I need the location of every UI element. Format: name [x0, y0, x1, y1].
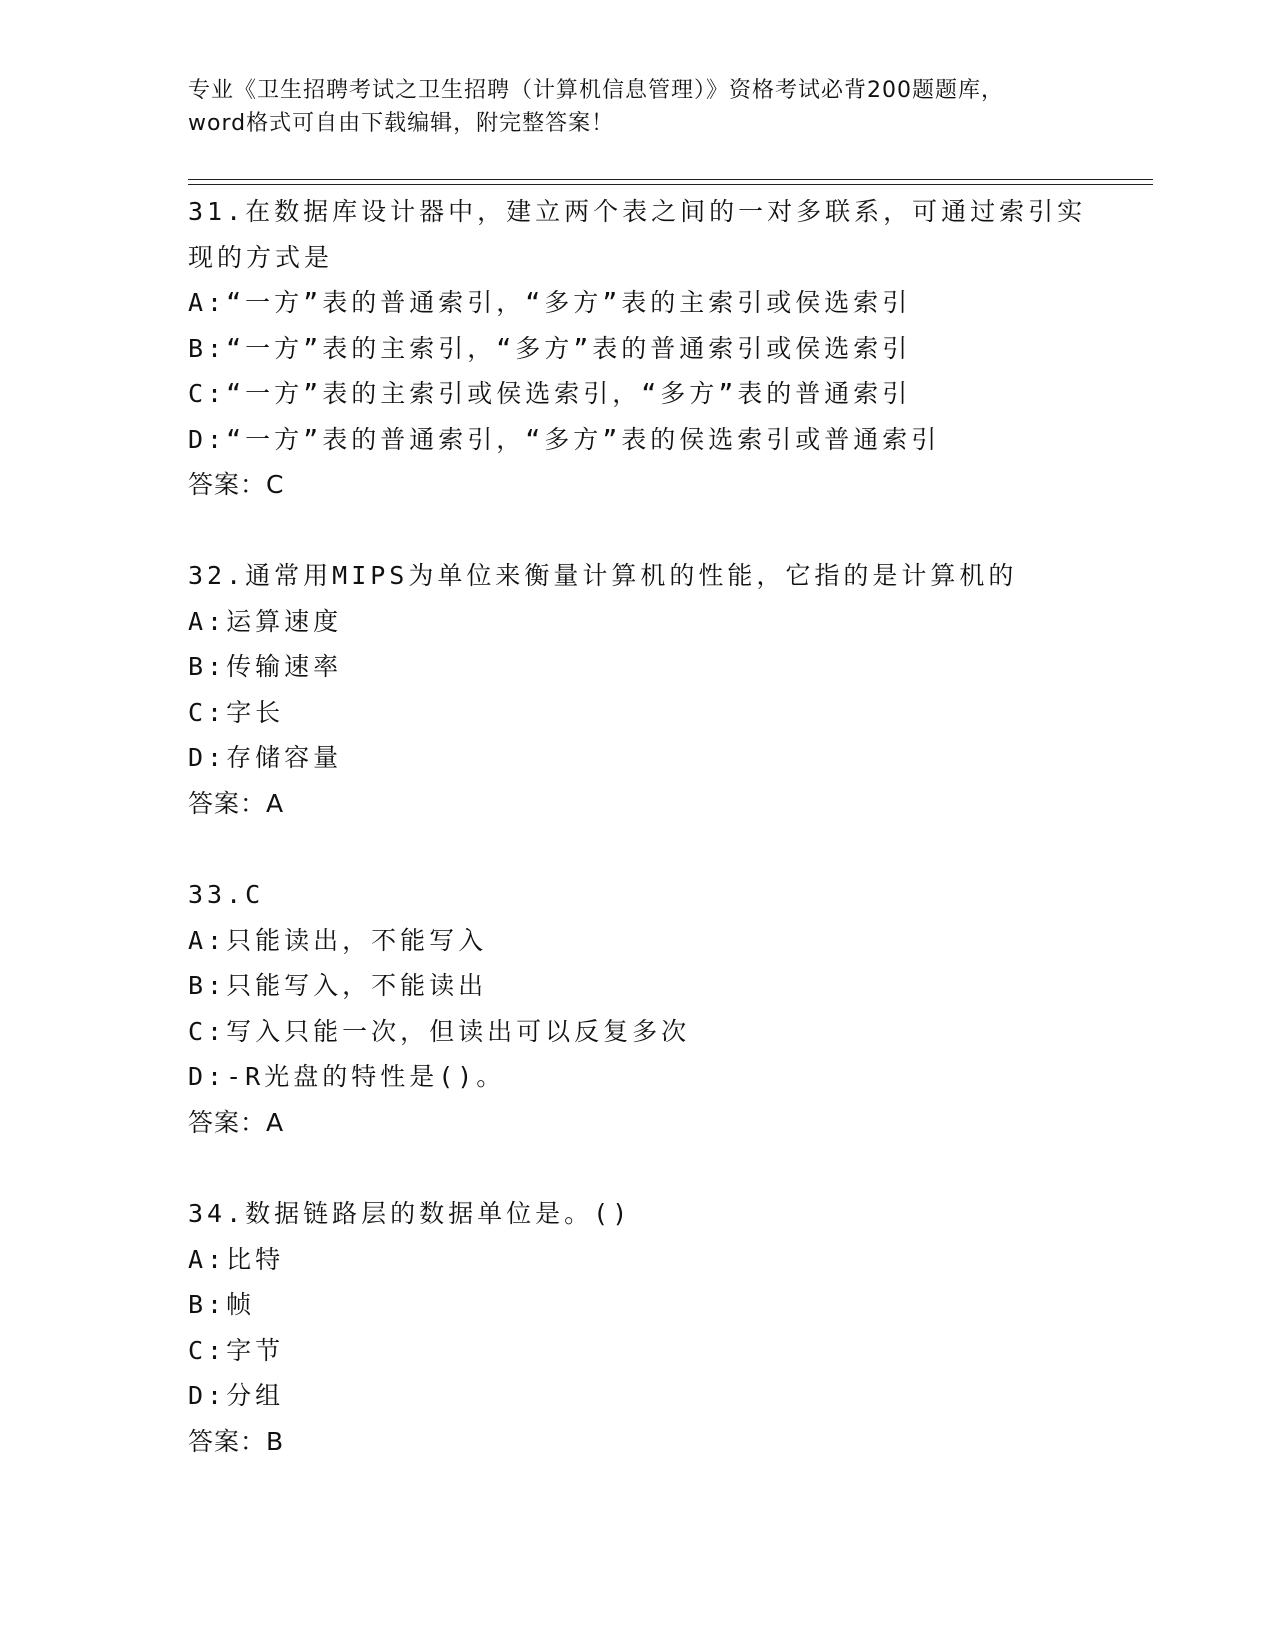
option-d: D:分组	[188, 1381, 285, 1410]
question-stem: 32.通常用MIPS为单位来衡量计算机的性能，它指的是计算机的	[188, 561, 1018, 590]
question-stem: 33.C	[188, 880, 265, 909]
question-stem: 34.数据链路层的数据单位是。()	[188, 1199, 632, 1228]
answer-line: 答案：B	[188, 1426, 285, 1456]
option-a: A:运算速度	[188, 606, 343, 636]
question-31	[188, 189, 1088, 508]
option-d: D:存储容量	[188, 743, 343, 772]
option-b: B:帧	[188, 1290, 256, 1319]
option-a: A:只能读出，不能写入	[188, 925, 488, 955]
question-33	[188, 872, 1088, 1145]
answer-line: 答案：C	[188, 470, 285, 499]
option-d: D:“一方”表的普通索引，“多方”表的侯选索引或普通索引	[188, 424, 941, 454]
option-c: C:“一方”表的主索引或侯选索引，“多方”表的普通索引	[188, 379, 912, 408]
question-34	[188, 1191, 1088, 1464]
option-a: A:比特	[188, 1244, 285, 1274]
option-b: B:“一方”表的主索引，“多方”表的普通索引或侯选索引	[188, 333, 912, 363]
option-c: C:写入只能一次，但读出可以反复多次	[188, 1016, 691, 1046]
question-32	[188, 553, 1088, 826]
option-b: B:传输速率	[188, 652, 343, 681]
question-stem: 31.在数据库设计器中，建立两个表之间的一对多联系，可通过索引实	[188, 197, 1087, 226]
header-divider-bottom	[188, 184, 1153, 185]
option-a: A:“一方”表的普通索引，“多方”表的主索引或侯选索引	[188, 288, 912, 317]
option-c: C:字节	[188, 1335, 285, 1365]
header-title-line-1: 专业《卫生招聘考试之卫生招聘（计算机信息管理）》资格考试必背200题题库，	[188, 78, 1004, 103]
header-divider-top	[188, 179, 1153, 180]
header-title-line-2: word格式可自由下载编辑，附完整答案！	[188, 111, 615, 136]
answer-line: 答案：A	[188, 788, 285, 818]
question-stem-continued: 现的方式是	[188, 242, 334, 272]
option-b: B:只能写入，不能读出	[188, 971, 488, 1000]
option-c: C:字长	[188, 697, 285, 727]
answer-line: 答案：A	[188, 1107, 285, 1137]
option-d: D:-R光盘的特性是()。	[188, 1062, 506, 1091]
document-header	[188, 74, 1148, 140]
